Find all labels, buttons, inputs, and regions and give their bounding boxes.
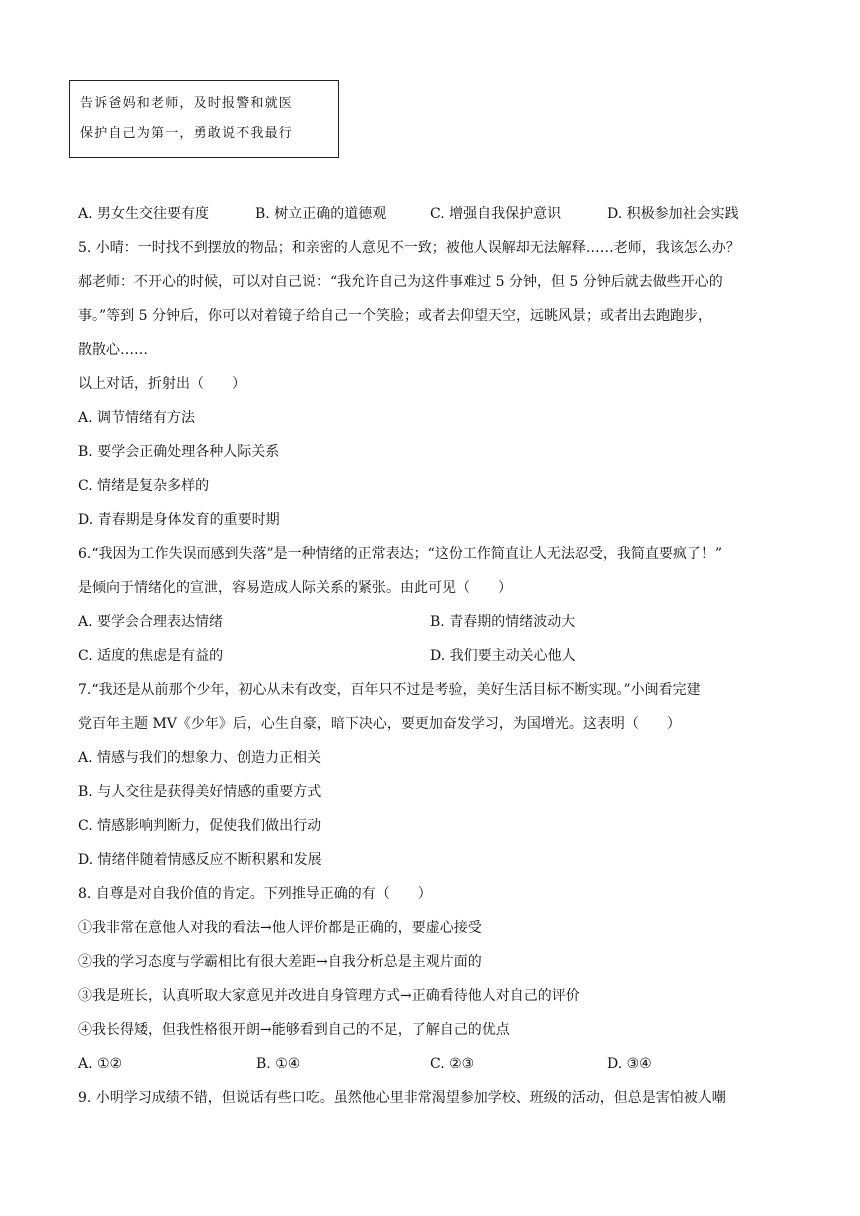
question-6 (78, 537, 798, 673)
q8-stem-line: 8. 自尊是对自我价值的肯定。下列推导正确的有（ ） (78, 886, 432, 902)
q6-option-b: B. 青春期的情绪波动大 (430, 614, 576, 630)
q4-option-c: C. 增强自我保护意识 (430, 206, 562, 222)
q7-option-d: D. 情绪伴随着情感反应不断积累和发展 (78, 852, 322, 868)
q5-option-c: C. 情绪是复杂多样的 (78, 478, 210, 494)
q5-stem-line: 事。”等到 5 分钟后，你可以对着镜子给自己一个笑脸；或者去仰望天空，远眺风景；或者出去跑跑步， (78, 308, 712, 324)
q8-option-d: D. ③④ (607, 1056, 652, 1072)
q8-statement: ②我的学习态度与学霸相比有很大差距→自我分析总是主观片面的 (78, 954, 482, 970)
q5-option-d: D. 青春期是身体发育的重要时期 (78, 512, 280, 528)
q6-options-row (78, 639, 798, 673)
q5-stem-line: 郝老师：不开心的时候，可以对自己说：“我允许自己为这件事难过 5 分钟，但 5 分钟后就去做些开心的 (78, 274, 723, 290)
q4-options (78, 197, 798, 231)
q6-stem-line: 是倾向于情绪化的宣泄，容易造成人际关系的紧张。由此可见（ ） (78, 580, 512, 596)
q5-stem-line: 5. 小晴：一时找不到摆放的物品；和亲密的人意见不一致；被他人误解却无法解释……老师，我该怎么办？ (78, 240, 740, 256)
q4-option-a: A. 男女生交往要有度 (78, 206, 210, 222)
q5-stem-line: 以上对话，折射出（ ） (78, 376, 246, 392)
box-line: 告诉爸妈和老师，及时报警和就医 (80, 96, 294, 111)
q7-option-c: C. 情感影响判断力，促使我们做出行动 (78, 818, 322, 834)
q7-option-a: A. 情感与我们的想象力、创造力正相关 (78, 750, 322, 766)
question-5 (78, 231, 798, 537)
q6-option-d: D. 我们要主动关心他人 (430, 648, 576, 664)
q7-stem-line: 党百年主题 MV《少年》后，心生自豪，暗下决心，要更加奋发学习，为国增光。这表明（ ） (78, 716, 681, 732)
question-9 (78, 1081, 798, 1115)
q8-options (78, 1047, 798, 1081)
q8-option-c: C. ②③ (430, 1056, 475, 1072)
q8-option-a: A. ①② (78, 1056, 123, 1072)
q9-stem-line: 9. 小明学习成绩不错，但说话有些口吃。虽然他心里非常渴望参加学校、班级的活动，但总是害怕被人嘲 (78, 1090, 726, 1106)
q7-option-b: B. 与人交往是获得美好情感的重要方式 (78, 784, 322, 800)
question-8 (78, 877, 798, 1081)
q6-options-row (78, 605, 798, 639)
q8-statement: ④我长得矮，但我性格很开朗→能够看到自己的不足，了解自己的优点 (78, 1022, 510, 1038)
q8-statement: ①我非常在意他人对我的看法→他人评价都是正确的，要虚心接受 (78, 920, 482, 936)
q6-option-a: A. 要学会合理表达情绪 (78, 614, 224, 630)
q7-stem-line: 7.“我还是从前那个少年，初心从未有改变，百年只不过是考验，美好生活目标不断实现。”小闽看完建 (78, 682, 701, 698)
q6-option-c: C. 适度的焦虑是有益的 (78, 648, 224, 664)
q5-option-a: A. 调节情绪有方法 (78, 410, 196, 426)
summary-box (69, 80, 339, 158)
q4-option-b: B. 树立正确的道德观 (255, 206, 387, 222)
question-content (78, 197, 798, 1115)
q8-statement: ③我是班长，认真听取大家意见并改进自身管理方式→正确看待他人对自己的评价 (78, 988, 580, 1004)
box-line: 保护自己为第一，勇敢说不我最行 (80, 126, 294, 141)
question-7 (78, 673, 798, 877)
q4-option-d: D. 积极参加社会实践 (607, 206, 739, 222)
q6-stem-line: 6.“我因为工作失误而感到失落”是一种情绪的正常表达；“这份工作简直让人无法忍受，我简直要疯了！” (78, 546, 722, 562)
q8-option-b: B. ①④ (256, 1056, 301, 1072)
q5-option-b: B. 要学会正确处理各种人际关系 (78, 444, 280, 460)
q5-stem-line: 散散心…… (78, 342, 148, 358)
